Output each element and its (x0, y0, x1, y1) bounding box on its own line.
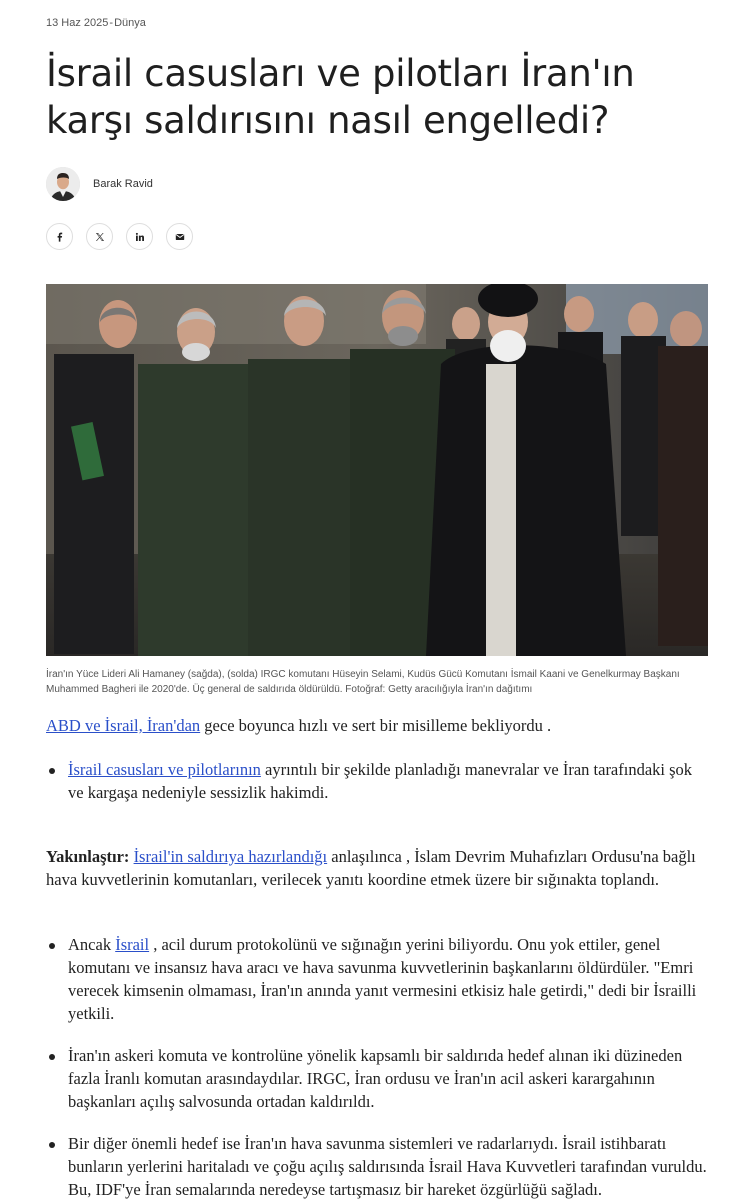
link-israil-casuslari[interactable]: İsrail casusları ve pilotlarının (68, 760, 261, 779)
linkedin-icon (135, 232, 145, 242)
share-linkedin-button[interactable] (126, 223, 153, 250)
paragraph-2-text: anlaşılınca , İslam Devrim Muhafızları Ordusu'na bağlı hava kuvvetlerinin komutanları, verilecek yanıtı koordine etmek üzere bir sığınakta toplandı. (46, 847, 696, 889)
link-israil-saldiriya[interactable]: İsrail'in saldırıya hazırlandığı (133, 847, 328, 866)
bullet-3: İran'ın askeri komuta ve kontrolüne yönelik kapsamlı bir saldırıda hedef alınan iki düzineden fazla İranlı komutan arasındaydılar. IRGC, İran ordusu ve İran'ın acil askeri karargahının başkanları açılış salvosunda ortadan kaldırıldı. (46, 1044, 708, 1113)
author-avatar[interactable] (46, 167, 80, 201)
author-byline[interactable] (46, 166, 153, 202)
share-x-button[interactable] (86, 223, 113, 250)
paragraph-1 (46, 714, 708, 737)
zoom-in-label: Yakınlaştır: (46, 847, 130, 866)
share-facebook-button[interactable] (46, 223, 73, 250)
link-israil[interactable]: İsrail (115, 935, 150, 954)
article-meta (46, 17, 146, 29)
x-icon (95, 232, 105, 242)
author-name[interactable]: Barak Ravid (93, 178, 153, 190)
bullet-2 (46, 933, 708, 1025)
hero-photo-illustration (46, 284, 708, 656)
link-abd-israil-iran[interactable]: ABD ve İsrail, İran'dan (46, 716, 201, 735)
facebook-icon (55, 232, 65, 242)
bullet-4: Bir diğer önemli hedef ise İran'ın hava savunma sistemleri ve radarlarıydı. İsrail istihbaratı bunların yerlerini haritaladı ve çoğu açılış saldırısında İsrail Hava Kuvvetleri tarafından vuruldu. Bu, IDF'ye İran semalarında neredeyse tartışmasız bir hareket özgürlüğü sağladı. (46, 1132, 708, 1201)
hero-image[interactable] (46, 284, 708, 656)
paragraph-2 (46, 845, 708, 891)
paragraph-1-text: gece boyunca hızlı ve sert bir misilleme bekliyordu . (200, 716, 552, 735)
share-email-button[interactable] (166, 223, 193, 250)
email-icon (175, 232, 185, 242)
article-title: İsrail casusları ve pilotları İran'ın karşı saldırısını nasıl engelledi? (46, 52, 635, 142)
bullet-2-pre: Ancak (68, 935, 116, 954)
image-caption: İran'ın Yüce Lideri Ali Hamaney (sağda), (solda) IRGC komutanı Hüseyin Selami, Kudüs Gücü Komutanı İsmail Kaani ve Genelkurmay Başkanı Muhammed Bagheri ile 2020'de. Üç general de saldırıda öldürüldü. Fotoğraf: Getty aracılığıyla İran'ın dağıtımı (46, 669, 680, 695)
bullet-1-text: ayrıntılı bir şekilde planladığı manevralar ve İran tarafındaki şok ve kargaşa nedeniyle sessizlik hakimdi. (68, 760, 693, 802)
bullet-1 (46, 758, 708, 804)
bullet-2-text: , acil durum protokolünü ve sığınağın yerini biliyordu. Onu yok ettiler, genel komutanı ve insansız hava aracı ve hava savunma kuvvetlerinin başkanlarını öldürdüler. "Emri verecek kimsenin olmaması, İran'ın anında yanıt vermesini etkisiz hale getirdi," dedi bir İsrailli yetkili. (68, 935, 697, 1023)
share-bar (46, 223, 193, 250)
meta-separator: - (109, 17, 114, 29)
category-link[interactable]: Dünya (114, 17, 146, 29)
publish-date: 13 Haz 2025 (46, 17, 109, 29)
